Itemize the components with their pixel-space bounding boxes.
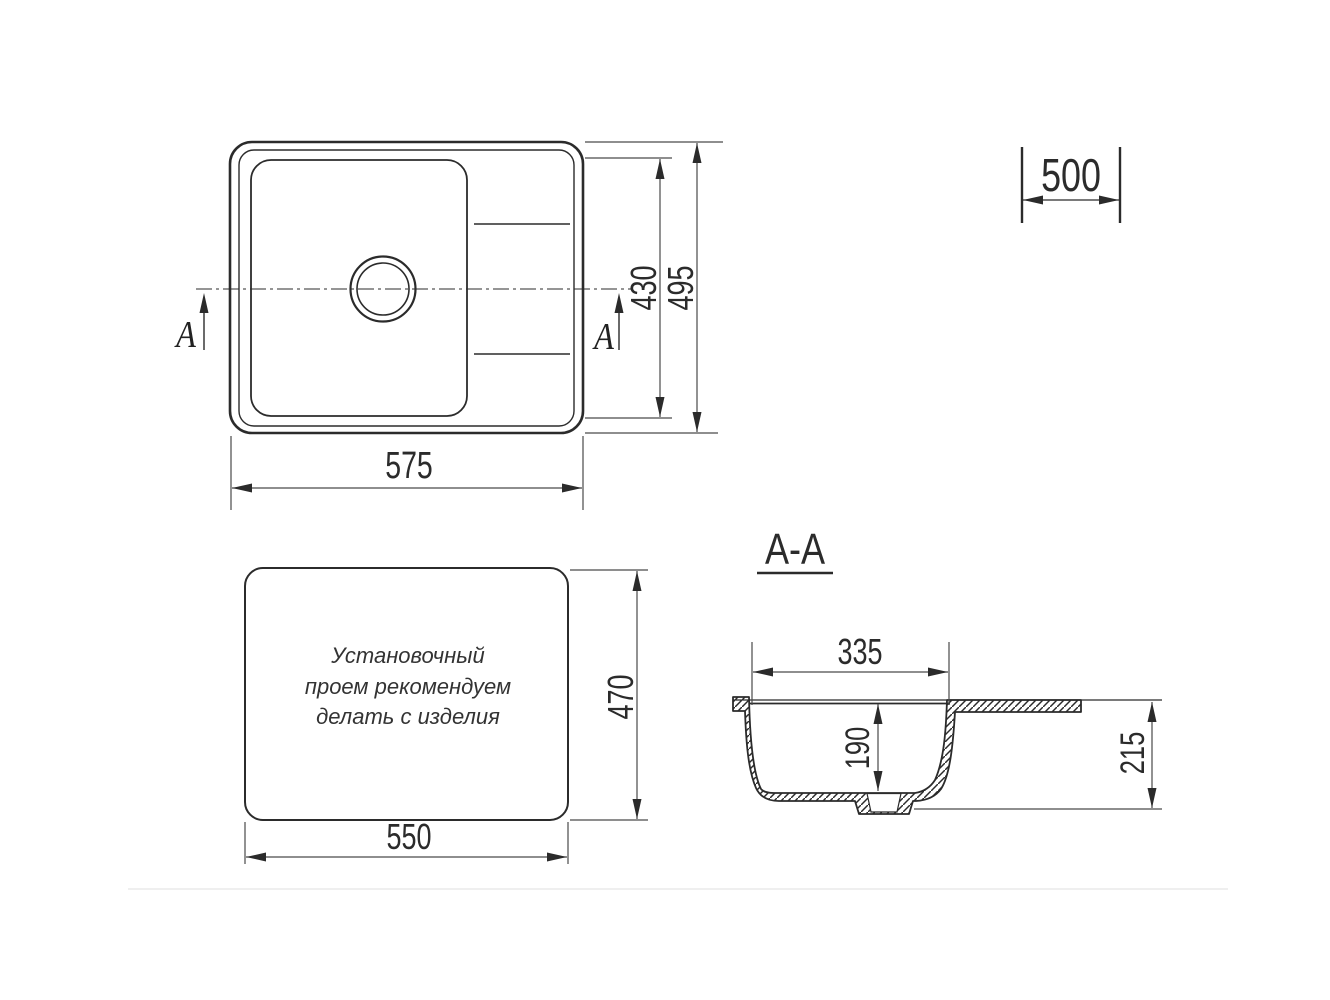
top-view-bowl-outline [251,160,467,416]
install-note-line2: проем рекомендуем [304,674,512,699]
section-arrow-right [615,293,624,313]
arrowhead [547,853,567,862]
dim-470 [570,570,648,820]
section-drain-hole [867,794,901,813]
section-arrow-left [200,293,209,313]
dim-label-575: 575 [385,445,433,488]
top-view-rim-inner-edge [239,150,574,426]
arrowhead [633,571,642,591]
arrowhead [753,668,773,677]
install-note-line1: Установочный [331,643,485,668]
arrowhead [1148,702,1157,722]
install-note-line3: делать с изделия [316,704,500,729]
arrowhead [633,799,642,819]
arrowhead [232,484,252,493]
section-marker-left-label: A [176,313,196,356]
arrowhead [693,143,702,163]
dim-550 [245,816,568,864]
section-title: A-A [764,524,826,574]
section-cut-markers [174,293,623,358]
arrowhead [562,484,582,493]
top-view-outer-outline [230,142,583,433]
dim-190 [840,704,883,791]
dim-label-430: 430 [623,265,664,311]
arrowhead [874,771,883,791]
dim-500 [1022,147,1120,223]
arrowhead [246,853,266,862]
section-marker-right-label: A [594,315,614,358]
arrowhead [1099,196,1119,205]
section-view [733,525,1162,814]
dim-label-470: 470 [600,674,641,720]
dim-label-495: 495 [660,265,701,311]
dim-label-550: 550 [386,816,432,857]
arrowhead [693,412,702,432]
install-opening-view [245,568,568,820]
dim-label-335: 335 [837,631,883,672]
dim-430 [585,158,672,418]
top-view [196,142,632,433]
section-material-hatched [733,697,1081,814]
arrowhead [928,668,948,677]
dim-label-215: 215 [1114,731,1152,775]
arrowhead [656,159,665,179]
arrowhead [1023,196,1043,205]
arrowhead [656,397,665,417]
arrowhead [874,704,883,724]
dim-575 [231,436,583,510]
dim-label-190: 190 [839,726,877,770]
dim-335 [752,631,949,705]
dim-label-500: 500 [1041,149,1101,202]
arrowhead [1148,788,1157,808]
